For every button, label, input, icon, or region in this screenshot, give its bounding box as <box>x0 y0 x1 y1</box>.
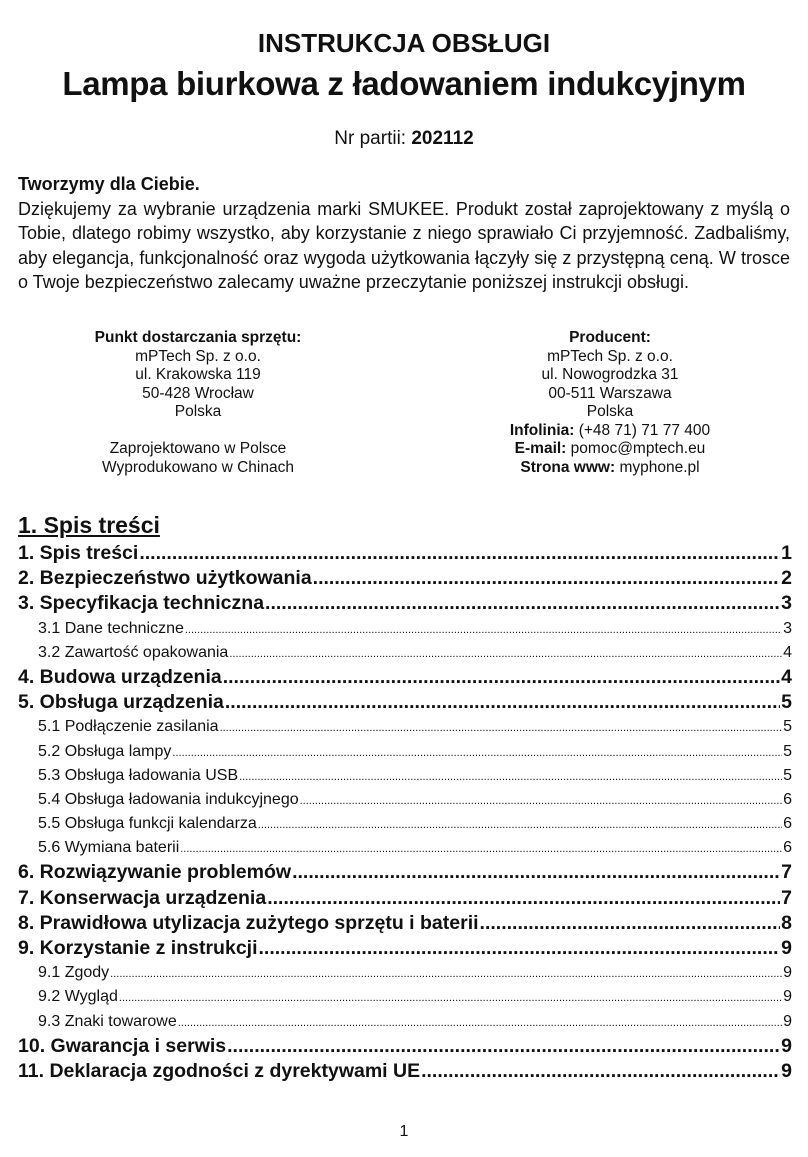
toc-entry-title: 5.3 Obsługa ładowania USB <box>38 766 239 784</box>
toc-entry-page: 1 <box>781 542 792 564</box>
document-type: INSTRUKCJA OBSŁUGI <box>257 28 551 58</box>
toc-leader <box>480 911 781 936</box>
toc-entry[interactable] <box>18 566 792 591</box>
spacer <box>18 422 378 441</box>
toc-entry-title: 5.4 Obsługa ładowania indukcyjnego <box>38 790 299 808</box>
batch-value: 202112 <box>411 128 474 149</box>
toc-subentry[interactable] <box>18 1010 792 1034</box>
producer-city: 00-511 Warszawa <box>548 384 672 402</box>
delivery-country: Polska <box>174 403 222 420</box>
toc-entry-title: 3. Specyfikacja techniczna <box>18 592 265 615</box>
toc-entry-page: 7 <box>781 861 792 884</box>
email-value[interactable]: pomoc@mptech.eu <box>570 440 706 457</box>
delivery-company: mPTech Sp. z o.o. <box>135 347 261 365</box>
toc-entry-title: 7. Konserwacja urządzenia <box>18 886 267 909</box>
toc-leader <box>225 690 780 715</box>
toc-leader <box>421 1059 780 1084</box>
toc-entry-page: 6 <box>783 839 792 857</box>
toc-subentry[interactable] <box>18 740 792 764</box>
intro-paragraph: Dziękujemy za wybranie urządzenia marki SMUKEE. Produkt został zaprojektowany z myślą o Tobie, dlatego robimy wszystko, aby korzystanie z niego sprawiało Ci przyjemność. Zadbaliśmy, aby elegancja, funkcjonalność oraz wygoda użytkowania łączyły się z przystępną ceną. W trosce o Twoje bezpieczeństwo zalecamy uważne przeczytanie poniższej instrukcji obsługi. <box>18 198 790 293</box>
toc-entry[interactable] <box>18 541 792 566</box>
toc-entry-page: 6 <box>783 815 792 833</box>
toc-entry[interactable] <box>18 665 792 690</box>
intro-section <box>18 172 790 295</box>
toc-entry-title: 5.2 Obsługa lampy <box>38 742 172 760</box>
toc-leader <box>119 985 782 1009</box>
toc-entry-page: 9 <box>783 1012 792 1030</box>
toc-entry-page: 3 <box>783 619 792 637</box>
producer-heading: Producent: <box>569 329 651 346</box>
toc-entry-page: 4 <box>783 643 792 661</box>
toc-entry-title: 11. Deklaracja zgodności z dyrektywami UE <box>18 1059 421 1082</box>
toc-subentry[interactable] <box>18 961 792 985</box>
producer-company: mPTech Sp. z o.o. <box>547 347 673 365</box>
toc-leader <box>259 936 781 961</box>
toc-leader <box>223 665 780 690</box>
made-in: Wyprodukowano w Chinach <box>102 458 294 476</box>
toc-entry-page: 4 <box>781 665 792 688</box>
toc-entry-title: 5. Obsługa urządzenia <box>18 691 224 714</box>
toc-leader <box>180 836 782 860</box>
batch-label: Nr partii: <box>334 128 407 149</box>
email-label: E-mail: <box>514 440 567 457</box>
toc-entry-page: 8 <box>781 911 792 934</box>
toc-entry-title: 9. Korzystanie z instrukcji <box>18 937 258 959</box>
toc-entry-page: 5 <box>783 742 792 760</box>
producer-block <box>430 329 790 477</box>
toc-entry-title: 5.5 Obsługa funkcji kalendarza <box>38 815 257 833</box>
toc-entry-title: 5.1 Podłączenie zasilania <box>38 718 219 736</box>
toc-entry-title: 9.2 Wygląd <box>38 988 118 1006</box>
website-line <box>430 459 790 478</box>
delivery-street: ul. Krakowska 119 <box>135 366 261 383</box>
toc-entry-page: 5 <box>781 691 792 714</box>
website-label: Strona www: <box>520 458 616 476</box>
toc-leader <box>258 812 782 836</box>
toc-leader <box>172 740 782 764</box>
delivery-city: 50-428 Wrocław <box>142 384 254 402</box>
batch-number <box>0 126 808 152</box>
document-title: Lampa biurkowa z ładowaniem indukcyjnym <box>62 65 746 102</box>
toc-entry-page: 3 <box>781 592 792 615</box>
toc-entry-page: 9 <box>781 1034 792 1057</box>
toc-leader <box>267 886 780 911</box>
table-of-contents <box>18 541 792 1084</box>
hotline-line <box>430 422 790 441</box>
toc-entry-title: 2. Bezpieczeństwo użytkowania <box>18 567 312 590</box>
toc-entry[interactable] <box>18 936 792 961</box>
toc-entry-page: 5 <box>783 718 792 736</box>
toc-leader <box>239 764 782 788</box>
page-number: 1 <box>399 1123 409 1140</box>
toc-entry-title: 8. Prawidłowa utylizacja zużytego sprzętu i baterii <box>18 911 479 934</box>
toc-entry-page: 7 <box>781 886 792 909</box>
toc-subentry[interactable] <box>18 641 792 665</box>
toc-entry[interactable] <box>18 911 792 936</box>
toc-entry-title: 3.2 Zawartość opakowania <box>38 643 229 661</box>
toc-leader <box>227 1034 780 1059</box>
toc-leader <box>220 715 783 739</box>
designed-in: Zaprojektowano w Polsce <box>109 440 287 457</box>
toc-subentry[interactable] <box>18 715 792 739</box>
toc-entry[interactable] <box>18 591 792 616</box>
toc-subentry[interactable] <box>18 836 792 860</box>
toc-entry-page: 9 <box>781 937 792 959</box>
toc-subentry[interactable] <box>18 788 792 812</box>
toc-entry-title: 10. Gwarancja i serwis <box>18 1034 227 1057</box>
hotline-label: Infolinia: <box>509 421 575 439</box>
toc-subentry[interactable] <box>18 812 792 836</box>
toc-entry-title: 3.1 Dane techniczne <box>38 619 184 637</box>
toc-leader <box>185 617 782 641</box>
toc-leader <box>110 961 782 985</box>
toc-entry-page: 9 <box>781 1059 792 1082</box>
delivery-point-block <box>18 329 378 477</box>
toc-entry[interactable] <box>18 886 792 911</box>
toc-entry-title: 6. Rozwiązywanie problemów <box>18 861 292 884</box>
toc-entry[interactable] <box>18 1034 792 1059</box>
toc-subentry[interactable] <box>18 764 792 788</box>
toc-entry[interactable] <box>18 690 792 715</box>
toc-subentry[interactable] <box>18 985 792 1009</box>
toc-leader <box>265 591 780 616</box>
toc-leader <box>139 541 780 566</box>
toc-leader <box>292 860 780 885</box>
toc-entry[interactable] <box>18 860 792 885</box>
toc-entry-title: 1. Spis treści <box>18 542 139 564</box>
toc-leader <box>178 1010 782 1034</box>
toc-entry-page: 9 <box>783 988 792 1006</box>
producer-street: ul. Nowogrodzka 31 <box>541 366 679 383</box>
toc-heading: 1. Spis treści <box>18 512 160 538</box>
email-line <box>430 440 790 459</box>
toc-subentry[interactable] <box>18 617 792 641</box>
toc-entry-page: 6 <box>783 790 792 808</box>
toc-entry-title: 9.3 Znaki towarowe <box>38 1012 177 1030</box>
intro-heading: Tworzymy dla Ciebie. <box>18 174 200 194</box>
toc-entry-page: 5 <box>783 766 792 784</box>
website-value[interactable]: myphone.pl <box>619 458 700 476</box>
toc-entry-page: 9 <box>783 964 792 982</box>
toc-leader <box>313 566 780 591</box>
producer-country: Polska <box>586 403 634 420</box>
toc-entry-title: 4. Budowa urządzenia <box>18 665 222 688</box>
toc-entry-title: 9.1 Zgody <box>38 964 110 982</box>
delivery-heading: Punkt dostarczania sprzętu: <box>94 329 302 346</box>
toc-entry[interactable] <box>18 1059 792 1084</box>
toc-entry-title: 5.6 Wymiana baterii <box>38 839 180 857</box>
hotline-value: (+48 71) 71 77 400 <box>578 421 711 439</box>
toc-entry-page: 2 <box>781 567 792 590</box>
toc-leader <box>229 641 782 665</box>
toc-leader <box>300 788 782 812</box>
